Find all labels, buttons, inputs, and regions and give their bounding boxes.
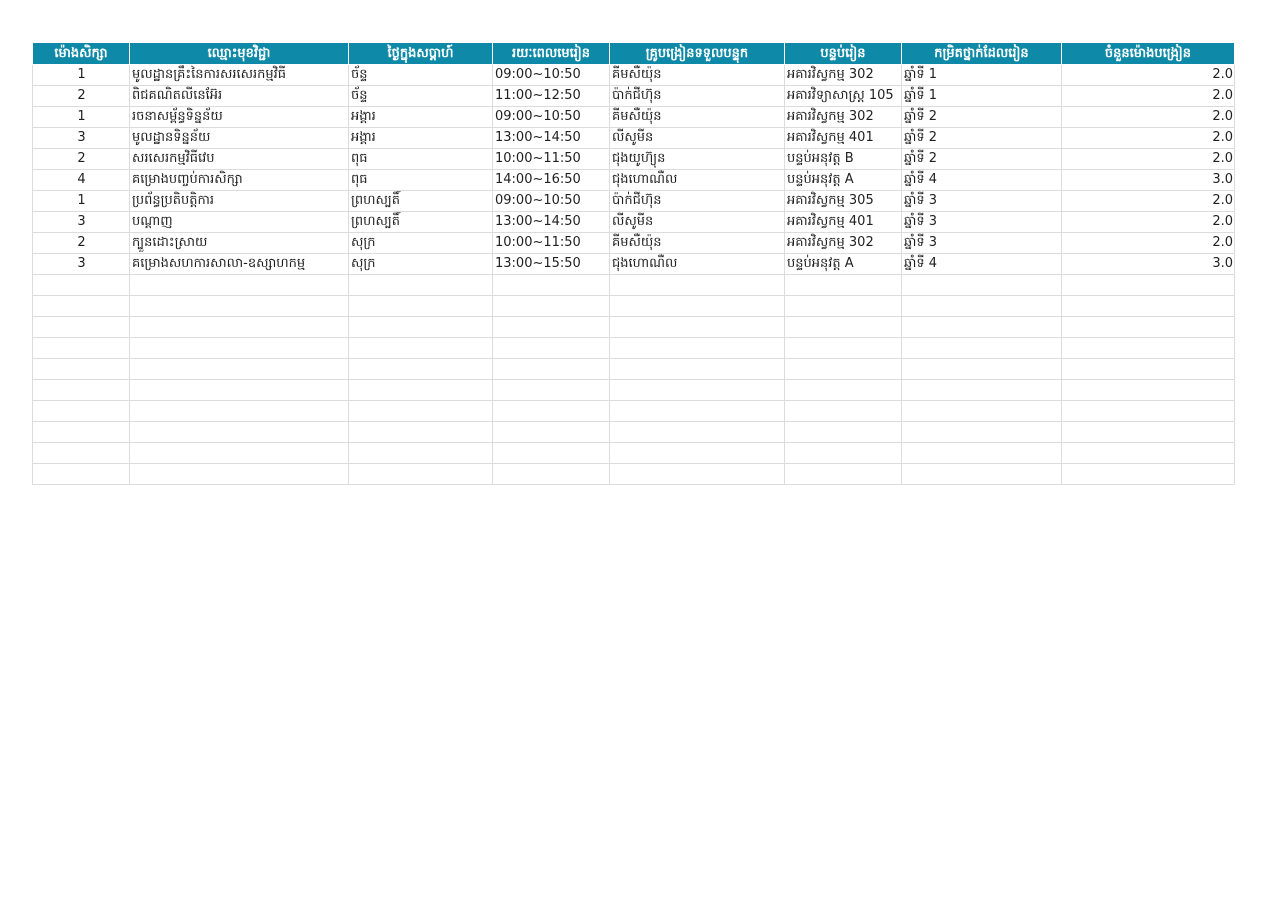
header-classroom[interactable]: បន្ទប់រៀន <box>785 43 902 65</box>
time-cell[interactable]: 14:00~16:50 <box>493 170 610 191</box>
empty-cell[interactable] <box>130 359 349 380</box>
empty-cell[interactable] <box>1062 338 1235 359</box>
empty-cell[interactable] <box>785 443 902 464</box>
empty-cell[interactable] <box>130 296 349 317</box>
weekday-cell[interactable]: អង្គារ <box>349 128 493 149</box>
teacher-cell[interactable]: លីសូមីន <box>610 212 785 233</box>
table-row <box>33 233 1235 254</box>
empty-cell[interactable] <box>349 422 493 443</box>
hours-cell[interactable]: 2.0 <box>1062 233 1235 254</box>
empty-cell[interactable] <box>33 275 130 296</box>
weekday-cell[interactable]: អង្គារ <box>349 107 493 128</box>
empty-cell[interactable] <box>33 338 130 359</box>
teacher-cell[interactable]: ជុងហោណឺល <box>610 170 785 191</box>
empty-cell[interactable] <box>349 443 493 464</box>
weekday-cell[interactable]: សុក្រ <box>349 233 493 254</box>
empty-cell[interactable] <box>33 380 130 401</box>
empty-cell[interactable] <box>785 296 902 317</box>
teacher-cell[interactable]: ជុងយូហ៊្យុន <box>610 149 785 170</box>
weekday-cell[interactable]: ពុធ <box>349 170 493 191</box>
empty-row <box>33 275 1235 296</box>
empty-row <box>33 338 1235 359</box>
empty-cell[interactable] <box>610 275 785 296</box>
table-row <box>33 212 1235 233</box>
room-cell[interactable]: អគារវិស្វកម្ម 305 <box>785 191 902 212</box>
hours-cell[interactable]: 2.0 <box>1062 65 1235 86</box>
empty-row <box>33 443 1235 464</box>
room-cell[interactable]: អគារវិស្វកម្ម 302 <box>785 65 902 86</box>
table-row <box>33 107 1235 128</box>
empty-cell[interactable] <box>493 296 610 317</box>
empty-cell[interactable] <box>785 380 902 401</box>
empty-cell[interactable] <box>493 359 610 380</box>
empty-cell[interactable] <box>130 464 349 485</box>
empty-cell[interactable] <box>130 275 349 296</box>
subject-cell[interactable]: រចនាសម្ព័ន្ធទិន្នន័យ <box>130 107 349 128</box>
empty-cell[interactable] <box>1062 317 1235 338</box>
empty-cell[interactable] <box>1062 422 1235 443</box>
subject-cell[interactable]: គម្រោងសហការសាលា-ឧស្សាហកម្ម <box>130 254 349 275</box>
weekday-cell[interactable]: សុក្រ <box>349 254 493 275</box>
empty-cell[interactable] <box>493 380 610 401</box>
teacher-cell[interactable]: លីសូមីន <box>610 128 785 149</box>
empty-cell[interactable] <box>610 464 785 485</box>
time-cell[interactable]: 13:00~14:50 <box>493 212 610 233</box>
period-cell[interactable]: 1 <box>33 107 130 128</box>
table-body <box>33 65 1235 485</box>
empty-cell[interactable] <box>130 422 349 443</box>
table-row <box>33 170 1235 191</box>
subject-cell[interactable]: ពិជគណិតលីនេអ៊ែរ <box>130 86 349 107</box>
empty-cell[interactable] <box>785 422 902 443</box>
empty-cell[interactable] <box>1062 359 1235 380</box>
empty-cell[interactable] <box>902 296 1062 317</box>
room-cell[interactable]: បន្ទប់អនុវត្ត B <box>785 149 902 170</box>
weekday-cell[interactable]: ព្រហស្បតិ៍ <box>349 212 493 233</box>
hours-cell[interactable]: 2.0 <box>1062 149 1235 170</box>
time-cell[interactable]: 10:00~11:50 <box>493 233 610 254</box>
empty-row <box>33 464 1235 485</box>
empty-cell[interactable] <box>349 296 493 317</box>
empty-cell[interactable] <box>493 338 610 359</box>
room-cell[interactable]: អគារវិស្វកម្ម 302 <box>785 233 902 254</box>
empty-cell[interactable] <box>785 275 902 296</box>
grade-cell[interactable]: ឆ្នាំទី 3 <box>902 212 1062 233</box>
empty-cell[interactable] <box>1062 401 1235 422</box>
empty-cell[interactable] <box>33 359 130 380</box>
empty-cell[interactable] <box>902 380 1062 401</box>
empty-cell[interactable] <box>1062 464 1235 485</box>
time-cell[interactable]: 09:00~10:50 <box>493 107 610 128</box>
empty-cell[interactable] <box>493 443 610 464</box>
grade-cell[interactable]: ឆ្នាំទី 3 <box>902 233 1062 254</box>
empty-cell[interactable] <box>902 422 1062 443</box>
grade-cell[interactable]: ឆ្នាំទី 1 <box>902 86 1062 107</box>
empty-cell[interactable] <box>1062 443 1235 464</box>
empty-cell[interactable] <box>349 380 493 401</box>
teacher-cell[interactable]: ជុងហោណឺល <box>610 254 785 275</box>
hours-cell[interactable]: 2.0 <box>1062 191 1235 212</box>
empty-cell[interactable] <box>610 380 785 401</box>
room-cell[interactable]: អគារវិស្វកម្ម 302 <box>785 107 902 128</box>
grade-cell[interactable]: ឆ្នាំទី 4 <box>902 254 1062 275</box>
period-cell[interactable]: 3 <box>33 128 130 149</box>
empty-row <box>33 317 1235 338</box>
empty-cell[interactable] <box>902 359 1062 380</box>
empty-row <box>33 296 1235 317</box>
empty-cell[interactable] <box>349 401 493 422</box>
empty-cell[interactable] <box>610 296 785 317</box>
header-subject-name[interactable]: ឈ្មោះមុខវិជ្ជា <box>130 43 349 65</box>
period-cell[interactable]: 3 <box>33 254 130 275</box>
subject-cell[interactable]: មូលដ្ឋានគ្រឹះនៃការសរសេរកម្មវិធី <box>130 65 349 86</box>
empty-cell[interactable] <box>902 317 1062 338</box>
empty-cell[interactable] <box>130 380 349 401</box>
empty-cell[interactable] <box>33 401 130 422</box>
time-cell[interactable]: 10:00~11:50 <box>493 149 610 170</box>
period-cell[interactable]: 1 <box>33 191 130 212</box>
teacher-cell[interactable]: ប៉ាក់ជីហ៊ុន <box>610 191 785 212</box>
table-row <box>33 191 1235 212</box>
room-cell[interactable]: អគារវិស្វកម្ម 401 <box>785 212 902 233</box>
room-cell[interactable]: អគារវិទ្យាសាស្ត្រ 105 <box>785 86 902 107</box>
table-row <box>33 86 1235 107</box>
time-cell[interactable]: 11:00~12:50 <box>493 86 610 107</box>
weekday-cell[interactable]: ព្រហស្បតិ៍ <box>349 191 493 212</box>
period-cell[interactable]: 3 <box>33 212 130 233</box>
grade-cell[interactable]: ឆ្នាំទី 3 <box>902 191 1062 212</box>
grade-cell[interactable]: ឆ្នាំទី 2 <box>902 128 1062 149</box>
subject-cell[interactable]: បណ្ដាញ <box>130 212 349 233</box>
empty-cell[interactable] <box>610 443 785 464</box>
header-teacher[interactable]: គ្រូបង្រៀនទទួលបន្ទុក <box>610 43 785 65</box>
empty-cell[interactable] <box>785 401 902 422</box>
empty-cell[interactable] <box>493 401 610 422</box>
empty-cell[interactable] <box>33 464 130 485</box>
grade-cell[interactable]: ឆ្នាំទី 1 <box>902 65 1062 86</box>
header-weekday[interactable]: ថ្ងៃក្នុងសប្ដាហ៍ <box>349 43 493 65</box>
period-cell[interactable]: 2 <box>33 149 130 170</box>
empty-cell[interactable] <box>493 275 610 296</box>
empty-cell[interactable] <box>902 443 1062 464</box>
table-row <box>33 65 1235 86</box>
teacher-cell[interactable]: គីមសឺយ៉ុន <box>610 233 785 254</box>
empty-cell[interactable] <box>785 338 902 359</box>
hours-cell[interactable]: 3.0 <box>1062 254 1235 275</box>
empty-cell[interactable] <box>1062 380 1235 401</box>
room-cell[interactable]: បន្ទប់អនុវត្ត A <box>785 170 902 191</box>
empty-cell[interactable] <box>493 317 610 338</box>
subject-cell[interactable]: មូលដ្ឋានទិន្នន័យ <box>130 128 349 149</box>
teacher-cell[interactable]: ប៉ាក់ជីហ៊ុន <box>610 86 785 107</box>
empty-cell[interactable] <box>349 359 493 380</box>
period-cell[interactable]: 1 <box>33 65 130 86</box>
empty-cell[interactable] <box>493 422 610 443</box>
empty-cell[interactable] <box>33 422 130 443</box>
empty-cell[interactable] <box>610 401 785 422</box>
hours-cell[interactable]: 2.0 <box>1062 128 1235 149</box>
empty-cell[interactable] <box>902 275 1062 296</box>
empty-cell[interactable] <box>785 317 902 338</box>
time-cell[interactable]: 13:00~14:50 <box>493 128 610 149</box>
weekday-cell[interactable]: ច័ន្ទ <box>349 86 493 107</box>
grade-cell[interactable]: ឆ្នាំទី 2 <box>902 149 1062 170</box>
empty-cell[interactable] <box>349 275 493 296</box>
weekday-cell[interactable]: ច័ន្ទ <box>349 65 493 86</box>
spreadsheet <box>32 43 1235 485</box>
empty-row <box>33 380 1235 401</box>
hours-cell[interactable]: 2.0 <box>1062 86 1235 107</box>
teacher-cell[interactable]: គីមសឺយ៉ុន <box>610 107 785 128</box>
room-cell[interactable]: បន្ទប់អនុវត្ត A <box>785 254 902 275</box>
empty-cell[interactable] <box>493 464 610 485</box>
empty-row <box>33 401 1235 422</box>
empty-cell[interactable] <box>785 464 902 485</box>
empty-cell[interactable] <box>33 317 130 338</box>
weekday-cell[interactable]: ពុធ <box>349 149 493 170</box>
header-class-period[interactable]: ម៉ោងសិក្សា <box>33 43 130 65</box>
empty-cell[interactable] <box>610 317 785 338</box>
period-cell[interactable]: 2 <box>33 86 130 107</box>
header-teaching-hours[interactable]: ចំនួនម៉ោងបង្រៀន <box>1062 43 1235 65</box>
hours-cell[interactable]: 3.0 <box>1062 170 1235 191</box>
empty-cell[interactable] <box>33 443 130 464</box>
empty-cell[interactable] <box>349 317 493 338</box>
time-cell[interactable]: 13:00~15:50 <box>493 254 610 275</box>
table-row <box>33 149 1235 170</box>
period-cell[interactable]: 4 <box>33 170 130 191</box>
empty-cell[interactable] <box>785 359 902 380</box>
subject-cell[interactable]: គម្រោងបញ្ចប់ការសិក្សា <box>130 170 349 191</box>
empty-cell[interactable] <box>902 401 1062 422</box>
grade-cell[interactable]: ឆ្នាំទី 4 <box>902 170 1062 191</box>
empty-row <box>33 422 1235 443</box>
empty-cell[interactable] <box>610 359 785 380</box>
empty-cell[interactable] <box>902 338 1062 359</box>
empty-cell[interactable] <box>610 422 785 443</box>
time-cell[interactable]: 09:00~10:50 <box>493 65 610 86</box>
time-cell[interactable]: 09:00~10:50 <box>493 191 610 212</box>
table-row <box>33 254 1235 275</box>
subject-cell[interactable]: សរសេរកម្មវិធីវេប <box>130 149 349 170</box>
grade-cell[interactable]: ឆ្នាំទី 2 <box>902 107 1062 128</box>
subject-cell[interactable]: ប្រព័ន្ធប្រតិបត្តិការ <box>130 191 349 212</box>
table-row <box>33 128 1235 149</box>
empty-cell[interactable] <box>610 338 785 359</box>
header-grade-level[interactable]: កម្រិតថ្នាក់ដែលរៀន <box>902 43 1062 65</box>
empty-row <box>33 359 1235 380</box>
hours-cell[interactable]: 2.0 <box>1062 107 1235 128</box>
empty-cell[interactable] <box>130 317 349 338</box>
header-row <box>33 43 1235 65</box>
teacher-cell[interactable]: គីមសឺយ៉ុន <box>610 65 785 86</box>
empty-cell[interactable] <box>349 338 493 359</box>
empty-cell[interactable] <box>33 296 130 317</box>
room-cell[interactable]: អគារវិស្វកម្ម 401 <box>785 128 902 149</box>
empty-cell[interactable] <box>130 443 349 464</box>
empty-cell[interactable] <box>349 464 493 485</box>
period-cell[interactable]: 2 <box>33 233 130 254</box>
timetable <box>32 43 1235 485</box>
hours-cell[interactable]: 2.0 <box>1062 212 1235 233</box>
empty-cell[interactable] <box>1062 275 1235 296</box>
header-lesson-time[interactable]: រយៈពេលមេរៀន <box>493 43 610 65</box>
empty-cell[interactable] <box>130 401 349 422</box>
empty-cell[interactable] <box>1062 296 1235 317</box>
subject-cell[interactable]: ក្បួនដោះស្រាយ <box>130 233 349 254</box>
empty-cell[interactable] <box>902 464 1062 485</box>
empty-cell[interactable] <box>130 338 349 359</box>
